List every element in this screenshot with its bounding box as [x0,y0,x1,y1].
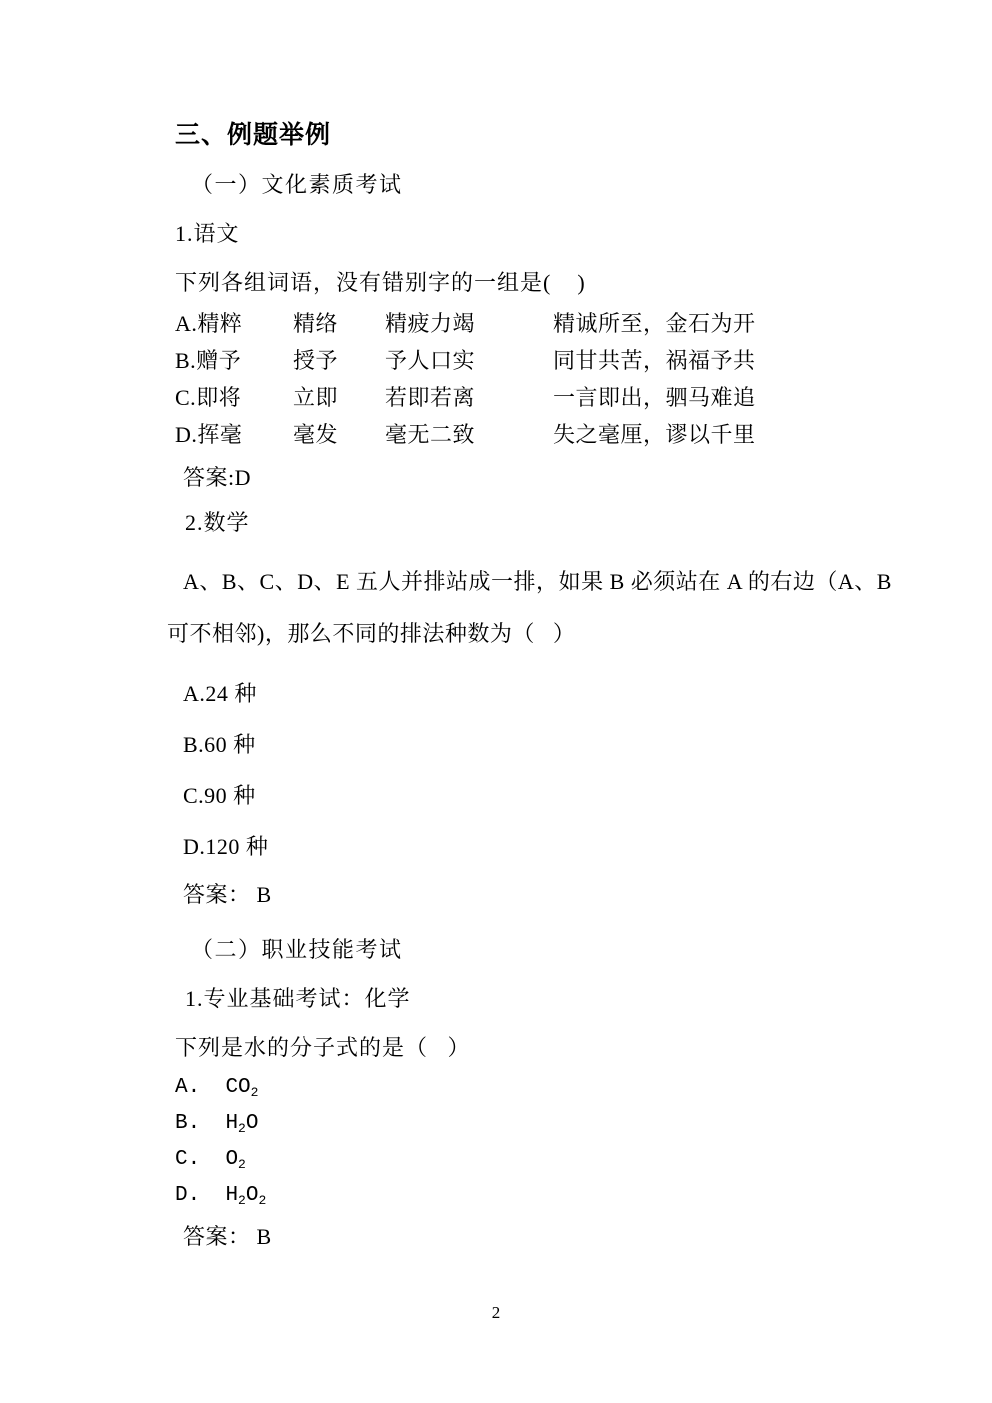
option-chem-formula-sub: 2 [238,1120,246,1136]
option-row [175,305,875,342]
option-chem-formula-main: H [225,1184,239,1207]
option-chem-formula-tail: O [245,1112,259,1135]
option-word2: 毫发 [293,422,339,447]
option-idiom: 失之毫厘，谬以千里 [553,422,756,447]
question-math-line1: A、B、C、D、E 五人并排站成一排，如果 B 必须站在 A 的右边（A、B [183,569,892,594]
option-phrase: 精疲力竭 [385,311,476,336]
option-phrase: 若即若离 [385,385,476,410]
option-idiom: 一言即出，驷马难追 [553,385,756,410]
option-row [175,342,875,379]
answer-chemistry: 答案： B [183,1224,272,1249]
question-math-line2: 可不相邻)，那么不同的排法种数为（ ） [167,621,576,646]
option-chem-formula-main: O [225,1148,239,1171]
option-chemistry [175,1106,875,1142]
answer-math: 答案： B [183,882,272,907]
part-heading-2: （二）职业技能考试 [191,937,403,962]
option-phrase: 毫无二致 [385,422,476,447]
option-chem-label: B. [175,1112,201,1135]
question-chinese: 下列各组词语，没有错别字的一组是( ) [175,270,586,295]
option-phrase: 予人口实 [385,348,476,373]
option-word2: 授予 [293,348,339,373]
option-word2: 精络 [293,311,339,336]
option-chem-formula-main: H [225,1112,239,1135]
option-chemistry [175,1178,875,1214]
option-chem-formula-sub: 2 [238,1156,246,1172]
option-idiom: 同甘共苦，祸福予共 [553,348,756,373]
option-label-word1: D.挥毫 [175,422,243,447]
option-chem-formula-main: CO [225,1076,251,1099]
section-spacer [175,912,875,934]
option-chem-formula-tail: O [245,1184,259,1207]
option-word2: 立即 [293,385,339,410]
option-math: C.90 种 [183,783,256,808]
option-idiom: 精诚所至，金石为开 [553,311,756,336]
subject-heading-math: 2.数学 [185,510,250,535]
option-math: B.60 种 [183,732,256,757]
option-chem-label: C. [175,1148,201,1171]
option-chemistry [175,1070,875,1106]
page-number: 2 [491,1303,501,1322]
subject-heading-chinese: 1.语文 [175,221,240,246]
part-heading-1: （一）文化素质考试 [191,172,403,197]
page-content [167,118,892,1254]
option-chem-formula-sub: 2 [238,1192,246,1208]
option-math: D.120 种 [183,834,269,859]
question-chemistry: 下列是水的分子式的是（ ） [175,1035,471,1060]
option-chem-formula-sub: 2 [250,1084,259,1100]
option-chem-formula-sub2: 2 [258,1192,267,1208]
answer-chinese: 答案:D [183,465,252,490]
option-chem-label: A. [175,1076,201,1099]
question-math [167,556,892,660]
option-chem-label: D. [175,1184,201,1207]
option-row [175,416,875,453]
option-label-word1: B.赠予 [175,348,242,373]
option-row [175,379,875,416]
option-chemistry [175,1142,875,1178]
option-label-word1: A.精粹 [175,311,243,336]
subject-heading-chemistry: 1.专业基础考试：化学 [185,986,411,1011]
section-heading: 三、例题举例 [175,121,332,149]
option-label-word1: C.即将 [175,385,242,410]
option-math: A.24 种 [183,681,257,706]
